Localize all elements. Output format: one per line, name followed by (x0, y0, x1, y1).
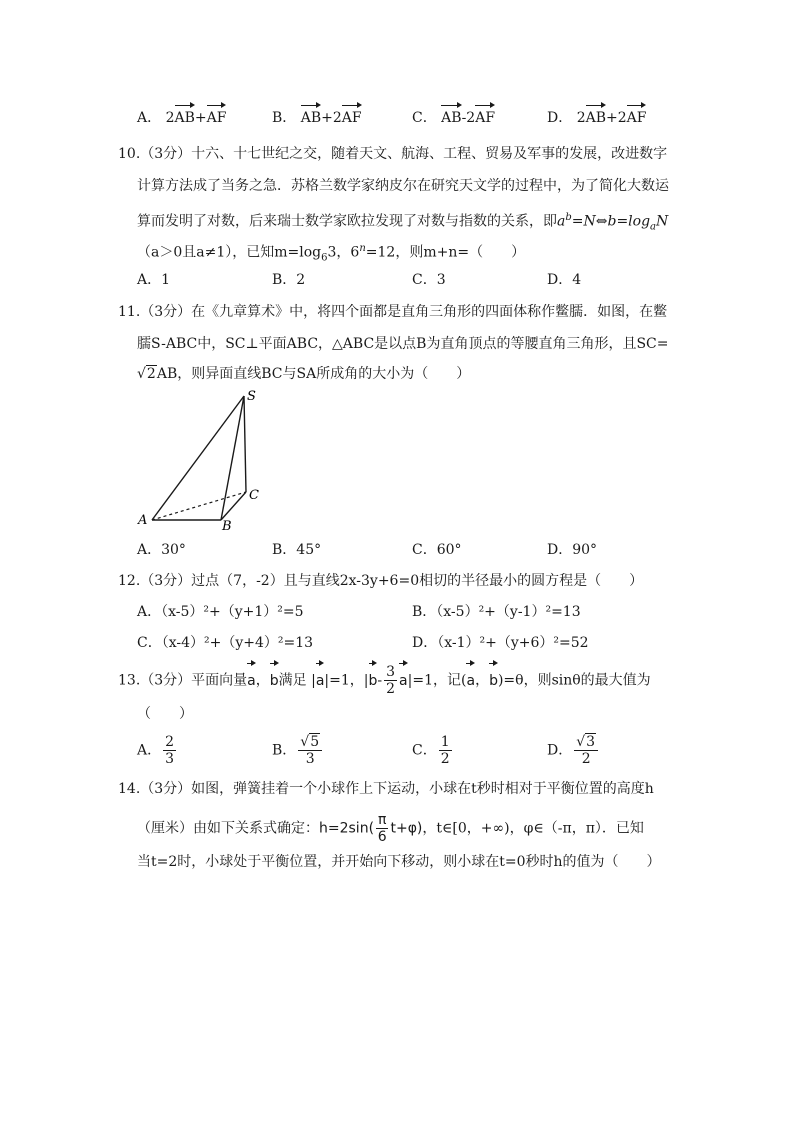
q11-stem-line-1: 11.（3分）在《九章算术》中，将四个面都是直角三角形的四面体称作鳖臑．如图，在鳖 (118, 304, 668, 320)
q10-stem-line-4: （a＞0且a≠1），已知$m=\log_63$，$6^n=12$，则m+n=（ ） (137, 243, 526, 264)
vector-a: a (247, 666, 256, 696)
fraction-pi-6: $\frac{\pi}{6}$ (377, 812, 387, 845)
q13-option-c[interactable]: C． $\frac{1}{2}$ (412, 734, 450, 767)
vector-b: b (270, 666, 279, 696)
vector-af: AF (475, 110, 496, 126)
q10-option-c[interactable]: C．3 (412, 272, 446, 288)
edge-sc (244, 396, 246, 492)
q14-stem-line-1: 14.（3分）如图，弹簧挂着一个小球作上下运动，小球在t秒时相对于平衡位置的高度h (118, 781, 654, 797)
q12-option-d[interactable]: D．（x-1）²+（y+6）²=52 (412, 635, 589, 651)
q11-stem-line-3: √2AB，则异面直线BC与SA所成角的大小为（ ） (137, 366, 471, 382)
q11-option-c[interactable]: C．60° (412, 542, 462, 558)
sqrt-2: √2 (137, 366, 156, 382)
vector-ab: AB (441, 110, 462, 126)
q13-stem-line-1: 13.（3分）平面向量a，b满足 |a|=1，|b- $\frac{3}{2}$ a|=1，记(a，b)=θ，则sinθ的最大值为 (118, 664, 651, 697)
q10-option-a[interactable]: A．1 (137, 272, 171, 288)
q11-option-b[interactable]: B．45° (272, 542, 322, 558)
q10-stem-line-1: 10.（3分）十六、十七世纪之交，随着天文、航海、工程、贸易及军事的发展，改进数字 (118, 146, 668, 162)
q9-option-a[interactable]: A． 2AB+AF (137, 110, 227, 126)
tetrahedron-figure (135, 388, 270, 533)
vector-b: b (489, 666, 498, 696)
q10-option-d[interactable]: D．4 (547, 272, 582, 288)
label-s: S (247, 389, 256, 404)
q12-option-b[interactable]: B．（x-5）²+（y-1）²=13 (412, 604, 581, 620)
q10-option-b[interactable]: B．2 (272, 272, 306, 288)
q9-option-c[interactable]: C． AB-2AF (412, 110, 496, 126)
vector-a: a (399, 666, 408, 696)
q12-stem: 12.（3分）过点（7，-2）且与直线2x-3y+6=0相切的半径最小的圆方程是（ ） (118, 573, 644, 589)
q13-option-a[interactable]: A． $\frac{2}{3}$ (137, 734, 175, 767)
q9-option-d[interactable]: D． 2AB+2AF (547, 110, 647, 126)
q13-option-b[interactable]: B． $\frac{√5}{3}$ (272, 734, 324, 767)
fraction-3-2: $\frac{3}{2}$ (386, 664, 396, 697)
q12-option-c[interactable]: C．（x-4）²+（y+4）²=13 (137, 635, 314, 651)
label-a: A (138, 513, 148, 528)
vector-ab: AB (174, 110, 195, 126)
edge-sb (221, 396, 244, 520)
edge-ac-hidden (152, 492, 246, 520)
q12-option-a[interactable]: A．（x-5）²+（y+1）²=5 (137, 604, 304, 620)
q13-stem-line-2: （ ） (137, 706, 193, 722)
q13-option-d[interactable]: D． $\frac{√3}{2}$ (547, 734, 600, 767)
vector-af: AF (206, 110, 227, 126)
q10-stem-line-3: 算而发明了对数，后来瑞士数学家欧拉发现了对数与指数的关系，即$a^b=N\Leftrightarrow b=\log_aN$ (137, 212, 669, 233)
vector-af: AF (626, 110, 647, 126)
q11-option-d[interactable]: D．90° (547, 542, 598, 558)
vector-ab: AB (300, 110, 322, 126)
q9-option-b[interactable]: B． AB+2AF (272, 110, 362, 126)
q10-stem-line-2: 计算方法成了当务之急．苏格兰数学家纳皮尔在研究天文学的过程中，为了简化大数运 (137, 178, 669, 194)
vector-a: a (466, 666, 475, 696)
vector-af: AF (341, 110, 362, 126)
label-c: C (249, 488, 259, 503)
edge-sa (152, 396, 244, 520)
q11-option-a[interactable]: A．30° (137, 542, 186, 558)
q14-stem-line-3: 当t=2时，小球处于平衡位置，并开始向下移动，则小球在t=0秒时h的值为（ ） (137, 854, 661, 870)
label-b: B (222, 519, 232, 533)
vector-b: b (369, 666, 378, 696)
q14-stem-line-2: （厘米）由如下关系式确定：h=2sin( $\frac{\pi}{6}$ t+φ)，t∈[0，+∞)，φ∈（-π，π）．已知 (137, 812, 644, 845)
vector-a: a (316, 666, 325, 696)
vector-ab: AB (585, 110, 607, 126)
q11-stem-line-2: 臑S-ABC中，SC⊥平面ABC，△ABC是以点B为直角顶点的等腰直角三角形，且SC= (137, 336, 669, 352)
